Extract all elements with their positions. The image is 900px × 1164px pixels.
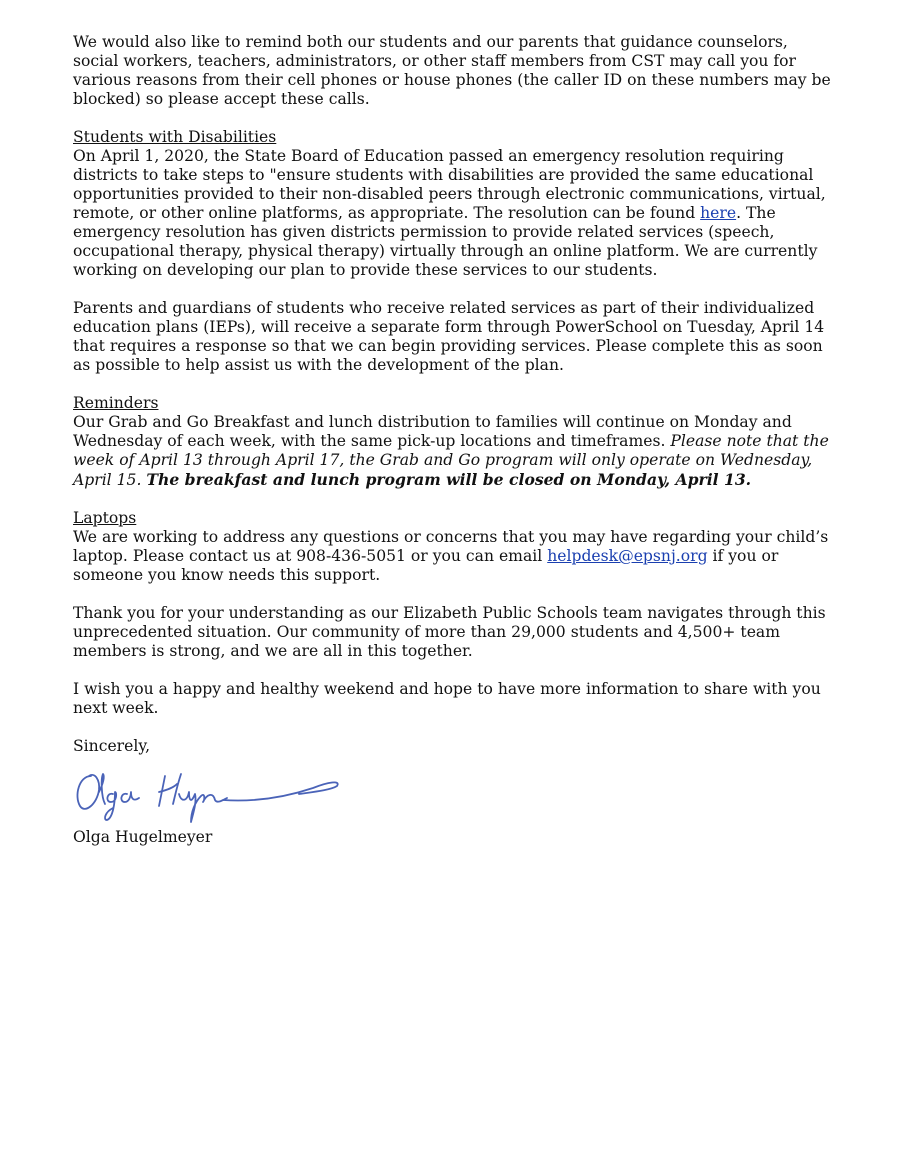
laptops-section bbox=[73, 509, 833, 585]
letter-page bbox=[73, 33, 833, 847]
reminders-section bbox=[73, 394, 833, 490]
reminders-text: Our Grab and Go Breakfast and lunch distribution to families will continue on Monday and Wednesday of each week, with the same pick-up locations and timeframes. bbox=[73, 413, 792, 450]
laptops-paragraph bbox=[73, 528, 833, 585]
disabilities-text-after-link: . The emergency resolution has given districts permission to provide related services (speech, occupational therapy, physical therapy) virtually through an online platform. We are currently working on developing our plan to provide these services to our students. bbox=[73, 204, 818, 279]
thanks-paragraph: Thank you for your understanding as our Elizabeth Public Schools team navigates through this unprecedented situation. Our community of more than 29,000 students and 4,500+ team members is strong, and we are all in this together. bbox=[73, 604, 826, 660]
disabilities-paragraph-2: Parents and guardians of students who receive related services as part of their individualized education plans (IEPs), will receive a separate form through PowerSchool on Tuesday, April 14 that requires a response so that we can begin providing services. Please complete this as soon as possible to help assist us with the development of the plan. bbox=[73, 299, 825, 374]
disabilities-text-before-link: On April 1, 2020, the State Board of Education passed an emergency resolution requiring districts to take steps to "ensure students with disabilities are provided the same educational opportunities provided to their non-disabled peers through electronic communications, virtual, remote, or other online platforms, as appropriate. The resolution can be found bbox=[73, 147, 826, 222]
disabilities-heading: Students with Disabilities bbox=[73, 128, 277, 146]
helpdesk-email-link[interactable]: helpdesk@epsnj.org bbox=[547, 547, 708, 565]
disabilities-paragraph-1 bbox=[73, 147, 833, 280]
signer-name: Olga Hugelmeyer bbox=[73, 828, 213, 846]
signature-image bbox=[73, 762, 353, 826]
reminders-paragraph bbox=[73, 413, 833, 490]
reminders-italic-note: Please note that the week of April 13 through April 17, the Grab and Go program will only operate on Wednesday, April 15. bbox=[73, 432, 829, 489]
wish-paragraph: I wish you a happy and healthy weekend and hope to have more information to share with you next week. bbox=[73, 680, 821, 717]
intro-paragraph: We would also like to remind both our students and our parents that guidance counselors, social workers, teachers, administrators, or other staff members from CST may call you for various reasons from their cell phones or house phones (the caller ID on these numbers may be blocked) so please accept these calls. bbox=[73, 33, 831, 108]
laptops-text-after-email: if you or someone you know needs this support. bbox=[73, 547, 779, 584]
salutation: Sincerely, bbox=[73, 737, 151, 755]
disabilities-section bbox=[73, 128, 833, 375]
resolution-link[interactable]: here bbox=[700, 204, 737, 222]
laptops-text-before-email: We are working to address any questions or concerns that you may have regarding your child’s laptop. Please contact us at 908-436-5051 or you can email bbox=[73, 528, 829, 565]
reminders-heading: Reminders bbox=[73, 394, 159, 412]
reminders-closure-note: The breakfast and lunch program will be closed on Monday, April 13. bbox=[146, 470, 752, 489]
laptops-heading: Laptops bbox=[73, 509, 137, 527]
